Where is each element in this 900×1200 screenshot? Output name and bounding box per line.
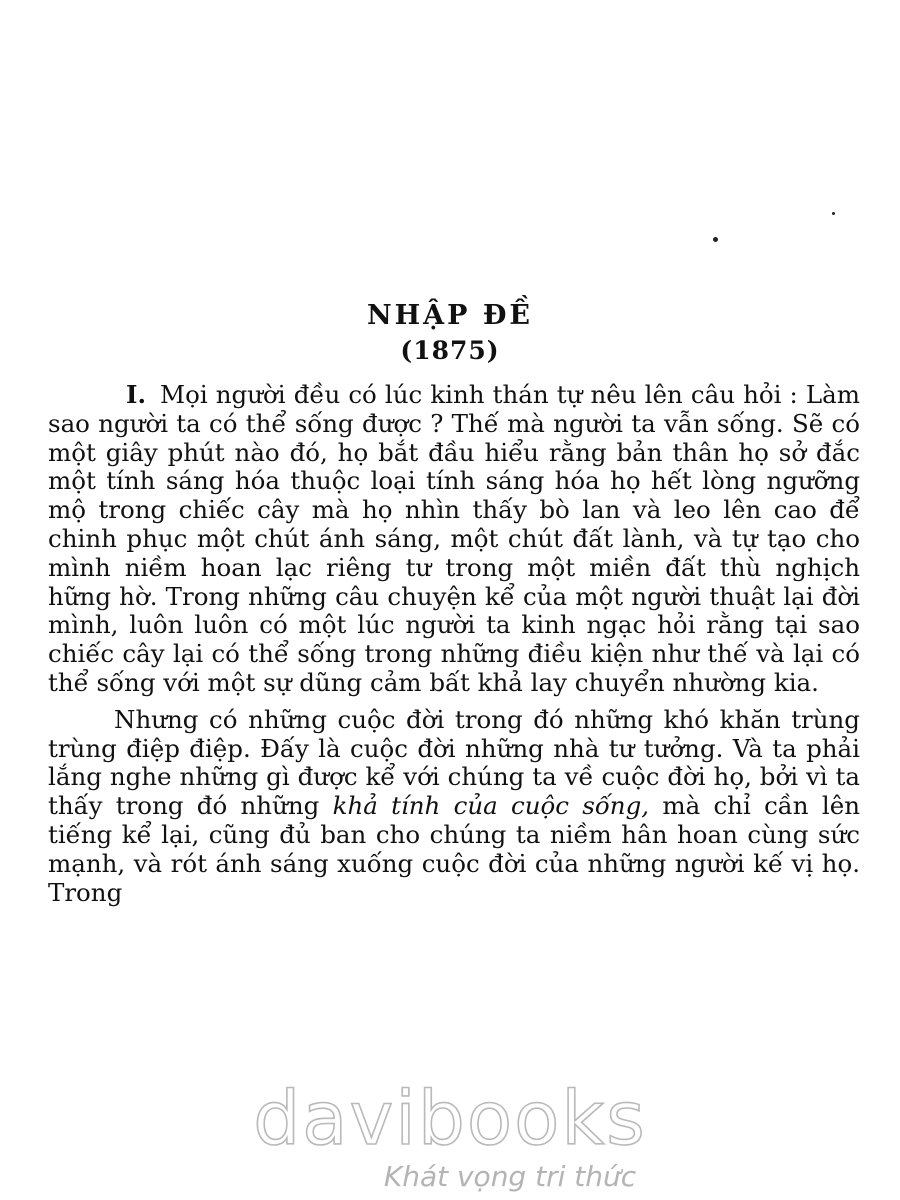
- paragraph-2-emphasis: khả tính của cuộc sống,: [332, 791, 650, 821]
- chapter-year: (1875): [400, 336, 500, 365]
- watermark-tagline: Khát vọng tri thức: [383, 1160, 637, 1193]
- paragraph-2: [48, 706, 860, 908]
- paragraph-2-text-after: mà chỉ cần lên tiếng kể lại, cũng đủ ban cho chúng ta niềm hân hoan cùng sức mạnh, và rót ánh sáng xuống cuộc đời của những người kế vị họ. Trong: [48, 791, 860, 907]
- ink-speck: [713, 237, 718, 242]
- paragraph-2-text-before: Nhưng có những cuộc đời trong đó những khó khăn trùng trùng điệp điệp. Đấy là cuộc đời những nhà tư tưởng. Và ta phải lắng nghe những gì được kể với chúng ta về cuộc đời họ, bởi vì ta thấy trong đó những: [48, 704, 860, 821]
- body-text: [48, 381, 860, 907]
- chapter-heading: [0, 298, 900, 368]
- watermark: [0, 1078, 900, 1194]
- paragraph-1: [48, 381, 860, 698]
- chapter-title: NHẬP ĐỀ: [366, 300, 534, 331]
- paragraph-1-text: Mọi người đều có lúc kinh thán tự nêu lên câu hỏi : Làm sao người ta có thể sống được ? Thế mà người ta vẫn sống. Sẽ có một giây phút nào đó, họ bắt đầu hiểu rằng bản thân họ sở đắc một tính sáng hóa thuộc loại tính sáng hóa họ hết lòng ngưỡng mộ trong chiếc cây mà họ nhìn thấy bò lan và leo lên cao để chinh phục một chút ánh sáng, một chút đất lành, và tự tạo cho mình niềm hoan lạc riêng tư trong một miền đất thù nghịch hững hờ. Trong những câu chuyện kể của một người thuật lại đời mình, luôn luôn có một lúc người ta kinh ngạc hỏi rằng tại sao chiếc cây lại có thể sống trong những điều kiện như thế và lại có thể sống với một sự dũng cảm bất khả lay chuyển nhường kia.: [48, 380, 860, 697]
- ink-speck: [832, 212, 835, 215]
- watermark-brand: davibooks: [253, 1076, 647, 1162]
- paragraph-number: I.: [126, 380, 146, 409]
